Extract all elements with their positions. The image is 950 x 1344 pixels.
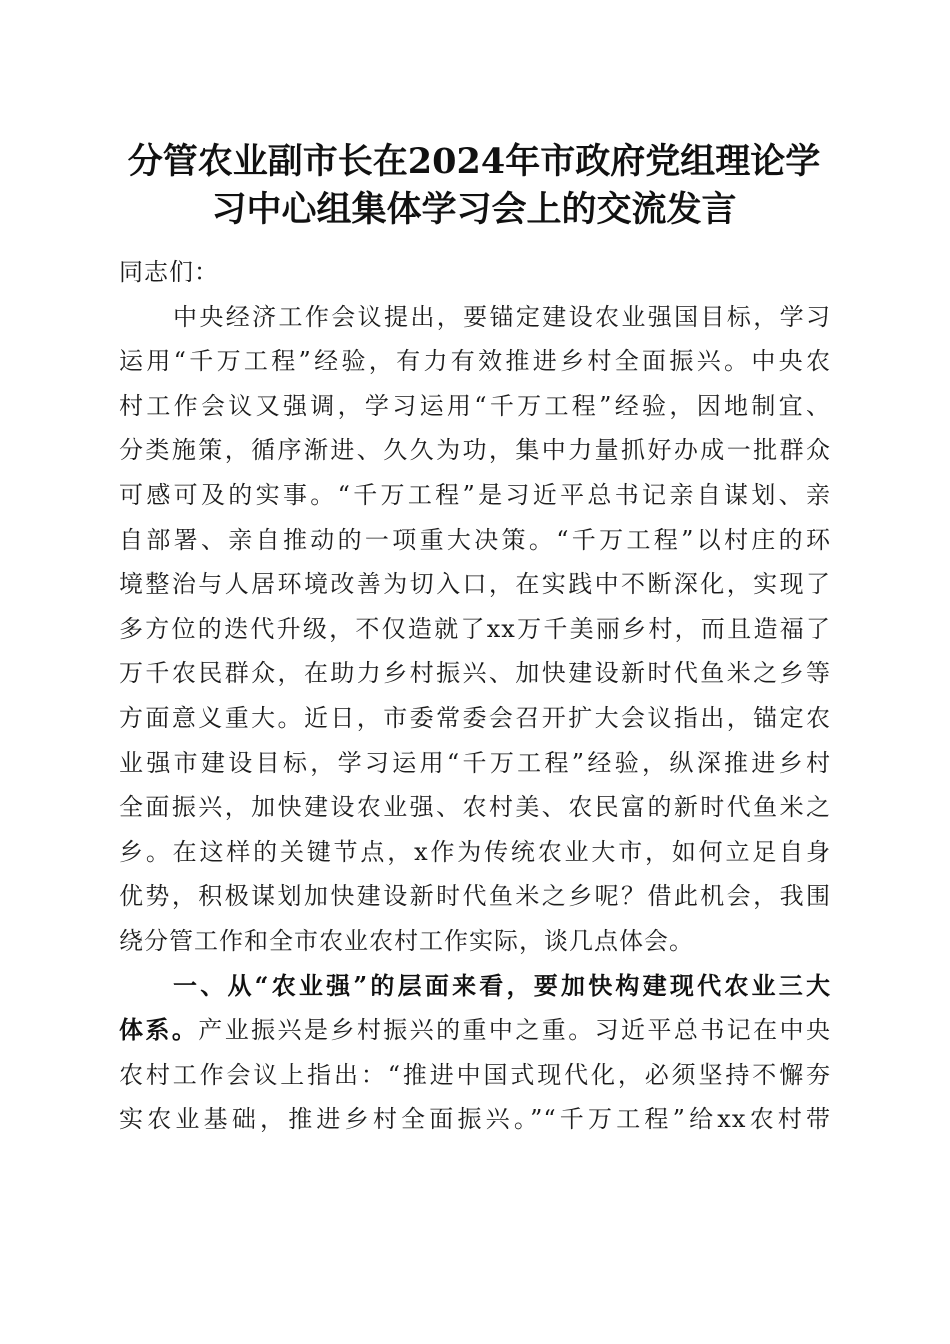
paragraph-line: 自部署、亲自推动的一项重大决策。“千万工程”以村庄的环 <box>119 525 831 554</box>
paragraph-line: 境整治与人居环境改善为切入口，在实践中不断深化，实现了 <box>119 570 831 599</box>
section-1-text: 产业振兴是乡村振兴的重中之重。习近平总书记在中央 <box>198 1016 832 1045</box>
paragraph-line: 绕分管工作和全市农业农村工作实际，谈几点体会。 <box>119 926 694 955</box>
section-1-heading: 一、从“农业强”的层面来看，要加快构建现代农业三大 <box>173 970 831 1000</box>
title-line-1: 分管农业副市长在2024年市政府党组理论学 <box>127 141 821 182</box>
section-1-line: 农村工作会议上指出：“推进中国式现代化，必须坚持不懈夯 <box>119 1060 831 1089</box>
paragraph-line: 多方位的迭代升级，不仅造就了xx万千美丽乡村，而且造福了 <box>119 614 831 643</box>
paragraph-line: 运用“千万工程”经验，有力有效推进乡村全面振兴。中央农 <box>119 347 831 376</box>
document-body <box>119 250 831 1142</box>
section-1 <box>119 964 831 1142</box>
salutation: 同志们： <box>119 258 219 286</box>
paragraph-line: 可感可及的实事。“千万工程”是习近平总书记亲自谋划、亲 <box>119 480 831 509</box>
paragraph-line: 分类施策，循序渐进、久久为功，集中力量抓好办成一批群众 <box>119 436 831 465</box>
title-line-2: 习中心组集体学习会上的交流发言 <box>211 189 737 230</box>
paragraph-line: 全面振兴，加快建设农业强、农村美、农民富的新时代鱼米之 <box>119 793 831 822</box>
paragraph-1 <box>119 295 831 964</box>
paragraph-line: 乡。在这样的关键节点，x作为传统农业大市，如何立足自身 <box>119 837 831 866</box>
paragraph-line: 优势，积极谋划加快建设新时代鱼米之乡呢？借此机会，我围 <box>119 882 831 911</box>
paragraph-line: 中央经济工作会议提出，要锚定建设农业强国目标，学习 <box>173 302 831 331</box>
section-1-heading-end: 体系。 <box>119 1015 199 1045</box>
document-title <box>118 138 830 234</box>
paragraph-line: 方面意义重大。近日，市委常委会召开扩大会议指出，锚定农 <box>119 703 831 732</box>
paragraph-line: 村工作会议又强调，学习运用“千万工程”经验，因地制宜、 <box>119 391 831 420</box>
section-1-line: 实农业基础，推进乡村全面振兴。”“千万工程”给xx农村带 <box>119 1105 831 1134</box>
section-1-line <box>119 1008 831 1053</box>
paragraph-line: 万千农民群众，在助力乡村振兴、加快建设新时代鱼米之乡等 <box>119 659 831 688</box>
paragraph-line: 业强市建设目标，学习运用“千万工程”经验，纵深推进乡村 <box>119 748 831 777</box>
